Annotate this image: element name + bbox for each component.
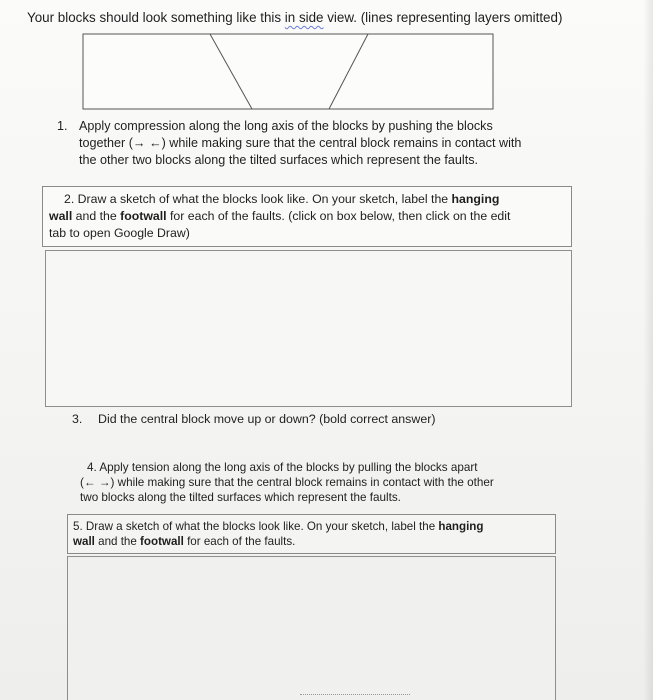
question-2-box (42, 186, 572, 247)
question-1-line-2: together (→ ←) while making sure that the central block remains in contact with (79, 136, 522, 150)
question-2-line-1: 2. Draw a sketch of what the blocks look like. On your sketch, label the hanging (64, 192, 500, 206)
question-3-text[interactable]: Did the central block move up or down? (bold correct answer) (98, 412, 436, 426)
question-1-number: 1. (57, 119, 68, 133)
question-1-line-1: Apply compression along the long axis of the blocks by pushing the blocks (79, 119, 493, 133)
spellcheck-underline: in side (284, 10, 324, 25)
page-edge-shadow (643, 0, 653, 700)
cut-off-text (300, 690, 440, 700)
sketch-box-1[interactable] (45, 250, 572, 407)
question-3-number: 3. (72, 412, 83, 426)
question-4-line-2: (← →) while making sure that the central block remains in contact with the other (80, 476, 494, 489)
question-4-line-3: two blocks along the tilted surfaces which represent the faults. (80, 491, 401, 504)
blocks-outline (83, 34, 493, 109)
sketch-box-2[interactable] (67, 556, 556, 700)
question-2-line-2: wall and the footwall for each of the faults. (click on box below, then click on the edit (49, 209, 511, 223)
question-5-line-1: 5. Draw a sketch of what the blocks look like. On your sketch, label the hanging (73, 520, 484, 533)
question-1 (57, 118, 577, 169)
question-4 (80, 460, 560, 505)
question-2-line-3: tab to open Google Draw) (49, 226, 190, 240)
question-1-line-3: the other two blocks along the tilted surfaces which represent the faults. (79, 153, 479, 167)
question-4-line-1: 4. Apply tension along the long axis of the blocks by pulling the blocks apart (87, 461, 478, 474)
intro-text: Your blocks should look something like this in side view. (lines representing layers omitted) (27, 10, 563, 25)
blocks-side-view-diagram (82, 33, 494, 110)
question-5-box (67, 514, 556, 554)
question-5-line-2: wall and the footwall for each of the faults. (73, 535, 296, 548)
